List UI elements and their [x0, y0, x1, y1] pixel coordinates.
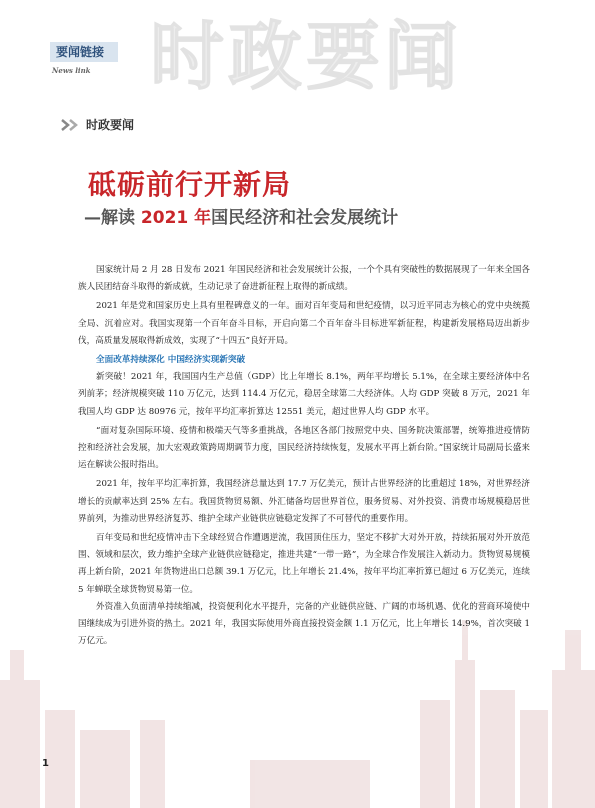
article-title: 砥砺前行开新局 — [88, 168, 292, 201]
section-label — [60, 116, 134, 133]
double-chevron-icon — [60, 118, 82, 132]
article-body — [78, 262, 530, 650]
paragraph: 2021 年是党和国家历史上具有里程碑意义的一年。面对百年变局和世纪疫情，以习近平同志为核心的党中央统揽全局、沉着应对。我国实现第一个百年奋斗目标，开启向第二个百年奋斗目标进军新征程，构建新发展格局迈出新步伐，高质量发展取得新成效，实现了“十四五”良好开局。 — [78, 301, 530, 346]
paragraph: 新突破！2021 年，我国国内生产总值（GDP）比上年增长 8.1%，两年平均增长 5.1%，在全球主要经济体中名列前茅；经济规模突破 110 万亿元，达到 114.4 万亿元，稳居全球第二大经济体。人均 GDP 突破 8 万元，2021 年我国人均 GDP 达 80976 元，按年平均汇率折算达 12551 美元，超过世界人均 GDP 水平。 — [78, 372, 530, 417]
subtitle-prefix: —解读 — [84, 208, 141, 228]
article-subtitle — [84, 203, 398, 228]
paragraph: 2021 年，按年平均汇率折算，我国经济总量达到 17.7 万亿美元，预计占世界经济的比重超过 18%，对世界经济增长的贡献率达到 25% 左右。我国货物贸易额、外汇储备均居世界首位，服务贸易、对外投资、消费市场规模稳居世界前列，为推动世界经济复苏、维护全球产业链供应链稳定发挥了不可替代的重要作用。 — [78, 479, 530, 524]
news-link-tag: 要闻链接 — [50, 42, 118, 62]
paragraph: “面对复杂国际环境、疫情和极端天气等多重挑战，各地区各部门按照党中央、国务院决策部署，统筹推进疫情防控和经济社会发展，加大宏观政策跨周期调节力度，国民经济持续恢复，发展水平再上新台阶。”国家统计局副局长盛来运在解读公报时指出。 — [78, 425, 530, 471]
watermark-heading: 时政要闻 — [150, 14, 462, 100]
page-number: 1 — [42, 758, 49, 769]
paragraph: 百年变局和世纪疫情冲击下全球经贸合作遭遇逆流，我国顶住压力，坚定不移扩大对外开放，持续拓展对外开放范围、领域和层次，致力维护全球产业链供应链稳定，推进共建“一带一路”，为全球合作发展注入新动力。货物贸易规模再上新台阶，2021 年货物进出口总额 39.1 万亿元，比上年增长 21.4%，按年平均汇率折算已超过 6 万亿美元，连续 5 年蝉联全球货物贸易第一位。 — [78, 533, 530, 595]
news-link-subtitle: News link — [52, 66, 91, 75]
subtitle-rest: 国民经济和社会发展统计 — [211, 208, 399, 228]
section-title: 时政要闻 — [86, 118, 135, 132]
paragraph: 国家统计局 2 月 28 日发布 2021 年国民经济和社会发展统计公报，一个个具有突破性的数据展现了一年来全国各族人民团结奋斗取得的新成就，生动记录了奋进新征程上取得的新成绩。 — [78, 265, 530, 293]
paragraph: 外资准入负面清单持续缩减，投资便利化水平提升，完备的产业链供应链、广阔的市场机遇、优化的营商环境使中国继续成为引进外资的热土。2021 年，我国实际使用外商直接投资金额 1.1 万亿元，比上年增长 14.9%，首次突破 1 万亿元。 — [78, 601, 530, 647]
section-subheading: 全面改革持续深化 中国经济实现新突破 — [96, 355, 246, 366]
subtitle-year: 2021 年 — [140, 208, 212, 228]
